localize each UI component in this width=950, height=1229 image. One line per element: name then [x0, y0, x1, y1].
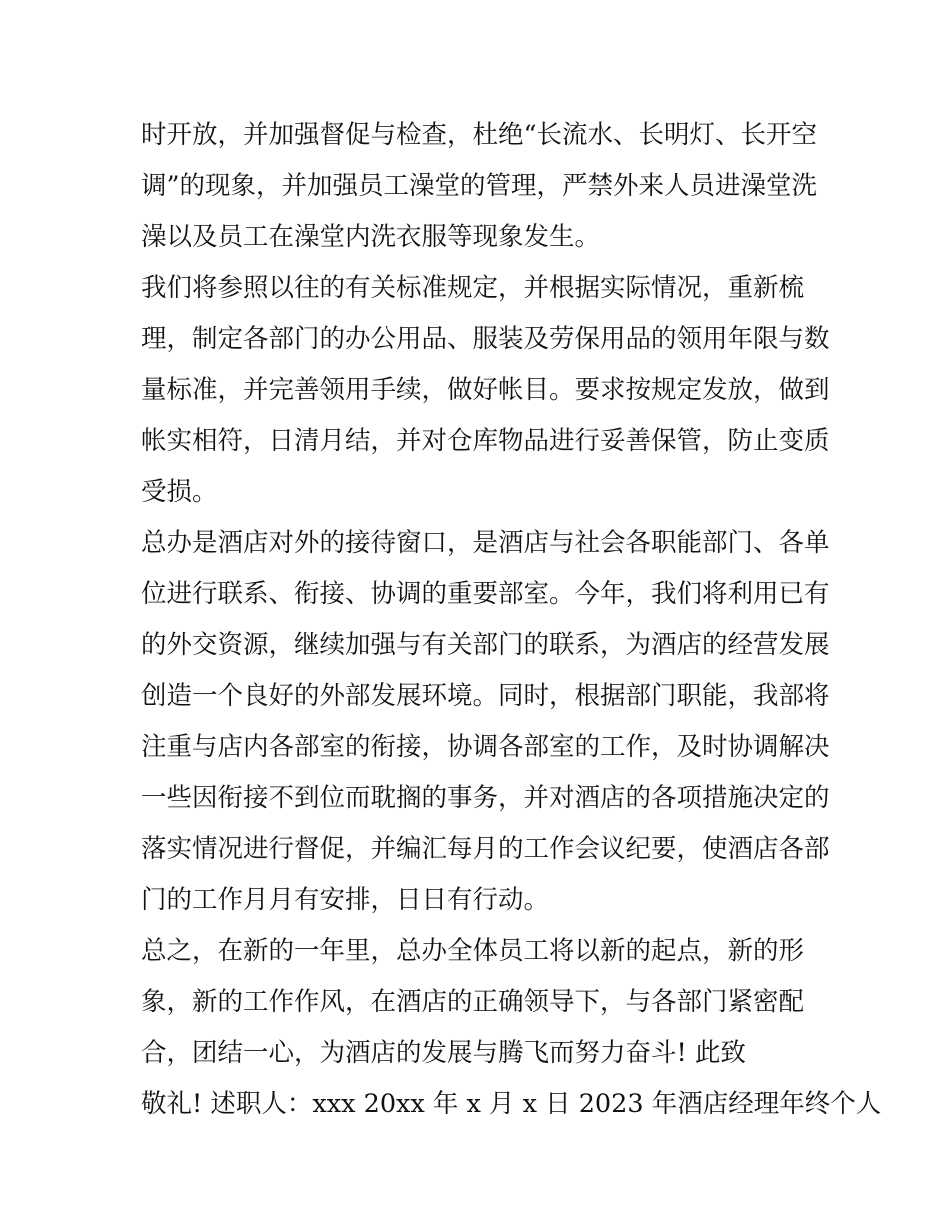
text-line: 注重与店内各部室的衔接，协调各部室的工作，及时协调解决 [141, 732, 830, 762]
text-line: 落实情况进行督促，并编汇每月的工作会议纪要，使酒店各部 [141, 834, 830, 864]
text-line: 敬礼! 述职人：xxx 20xx 年 x 月 x 日 2023 年酒店经理年终个人 [141, 1089, 882, 1119]
text-line: 调”的现象，并加强员工澡堂的管理，严禁外来人员进澡堂洗 [141, 171, 818, 201]
text-line: 的外交资源，继续加强与有关部门的联系，为酒店的经营发展 [141, 630, 830, 660]
text-line: 受损。 [141, 477, 218, 507]
text-line: 门的工作月月有安排，日日有行动。 [141, 885, 550, 915]
text-line: 量标准，并完善领用手续，做好帐目。要求按规定发放，做到 [141, 375, 830, 405]
text-line: 总之，在新的一年里，总办全体员工将以新的起点，新的形 [141, 936, 805, 966]
text-line: 位进行联系、衔接、协调的重要部室。今年，我们将利用已有 [141, 579, 830, 609]
text-line: 帐实相符，日清月结，并对仓库物品进行妥善保管，防止变质 [141, 426, 830, 456]
text-line: 总办是酒店对外的接待窗口，是酒店与社会各职能部门、各单 [141, 528, 830, 558]
text-line: 我们将参照以往的有关标准规定，并根据实际情况，重新梳 [141, 273, 805, 303]
text-line: 象，新的工作作风，在酒店的正确领导下，与各部门紧密配 [141, 987, 805, 1017]
text-line: 一些因衔接不到位而耽搁的事务，并对酒店的各项措施决定的 [141, 783, 830, 813]
document-body [141, 110, 882, 1130]
text-line: 澡以及员工在澡堂内洗衣服等现象发生。 [141, 222, 601, 252]
text-line: 合，团结一心，为酒店的发展与腾飞而努力奋斗! 此致 [141, 1038, 746, 1068]
text-line: 创造一个良好的外部发展环境。同时，根据部门职能，我部将 [141, 681, 830, 711]
text-line: 理，制定各部门的办公用品、服装及劳保用品的领用年限与数 [141, 324, 830, 354]
text-line: 时开放，并加强督促与检查，杜绝“长流水、长明灯、长开空 [141, 120, 818, 150]
